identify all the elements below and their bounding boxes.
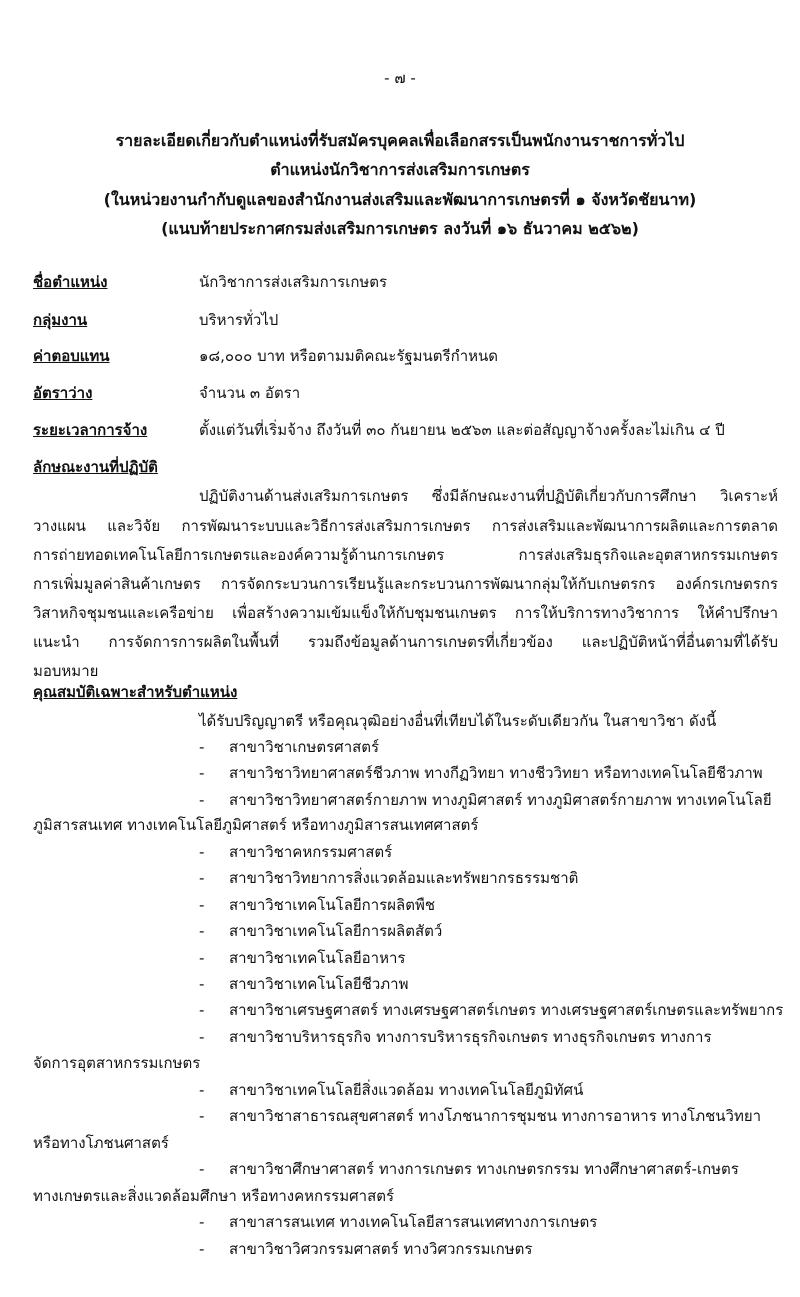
field-value-work-group: บริหารทั่วไป: [199, 311, 279, 329]
qualification-item: - สาขาวิชาเศรษฐศาสตร์ ทางเศรษฐศาสตร์เกษตร ทางเศรษฐศาสตร์เกษตรและทรัพยากร: [199, 1001, 784, 1019]
dash-marker: -: [199, 922, 205, 940]
duties-line: การถ่ายทอดเทคโนโลยีการเกษตรและองค์ความรู้ด้านการเกษตร การส่งเสริมธุรกิจและอุตสาหกรรมเกษตร: [33, 546, 778, 564]
field-value-vacancies: จำนวน ๓ อัตรา: [199, 384, 301, 402]
title-line-2: ตำแหน่งนักวิชาการส่งเสริมการเกษตร: [270, 160, 530, 179]
qualification-item-continuation: ทางเกษตรและสิ่งแวดล้อมศึกษา หรือทางคหกรรมศาสตร์: [33, 1187, 395, 1205]
qualification-item: - สาขาวิชาเทคโนโลยีสิ่งแวดล้อม ทางเทคโนโลยีภูมิทัศน์: [199, 1081, 584, 1099]
page-number: - ๗ -: [384, 69, 416, 87]
qualification-item: - สาขาวิชาวิศวกรรมศาสตร์ ทางวิศวกรรมเกษตร: [199, 1240, 533, 1258]
dash-marker: -: [199, 1028, 205, 1046]
qualifications-heading: คุณสมบัติเฉพาะสำหรับตำแหน่ง: [33, 683, 238, 701]
duties-line: วางแผน และวิจัย การพัฒนาระบบและวิธีการส่งเสริมการเกษตร การส่งเสริมและพัฒนาการผลิตและการตลาด: [33, 517, 778, 535]
dash-marker: -: [199, 1213, 205, 1231]
field-value-compensation: ๑๘,๐๐๐ บาท หรือตามมติคณะรัฐมนตรีกำหนด: [199, 347, 498, 365]
dash-marker: -: [199, 1240, 205, 1258]
field-label-work-group: กลุ่มงาน: [33, 311, 88, 329]
dash-marker: -: [199, 1081, 205, 1099]
qualifications-intro: ได้รับปริญญาตรี หรือคุณวุฒิอย่างอื่นที่เทียบได้ในระดับเดียวกัน ในสาขาวิชา ดังนี้: [199, 712, 717, 730]
duties-line: วิสาหกิจชุมชนและเครือข่าย เพื่อสร้างความเข้มแข็งให้กับชุมชนเกษตร การให้บริการทางวิชาการ ให้คำปรึกษา: [33, 604, 778, 622]
dash-marker: -: [199, 1107, 205, 1125]
field-label-employment-period: ระยะเวลาการจ้าง: [33, 421, 148, 439]
dash-marker: -: [199, 843, 205, 861]
qualification-item: - สาขาวิชาสาธารณสุขศาสตร์ ทางโภชนาการชุมชน ทางการอาหาร ทางโภชนวิทยา: [199, 1107, 762, 1125]
duties-line: การเพิ่มมูลค่าสินค้าเกษตร การจัดกระบวนการเรียนรู้และกระบวนการพัฒนากลุ่มให้กับเกษตรกร องค์กรเกษตรกร: [33, 575, 778, 593]
dash-marker: -: [199, 1001, 205, 1019]
qualification-item: - สาขาวิชาเทคโนโลยีการผลิตพืช: [199, 896, 436, 914]
qualification-item: - สาขาสารสนเทศ ทางเทคโนโลยีสารสนเทศทางการเกษตร: [199, 1213, 598, 1231]
title-line-3: (ในหน่วยงานกำกับดูแลของสำนักงานส่งเสริมและพัฒนาการเกษตรที่ ๑ จังหวัดชัยนาท): [103, 190, 697, 209]
qualification-item: - สาขาวิชาคหกรรมศาสตร์: [199, 843, 393, 861]
duties-heading: ลักษณะงานที่ปฏิบัติ: [33, 458, 158, 476]
dash-marker: -: [199, 738, 205, 756]
qualification-item: - สาขาวิชาเทคโนโลยีอาหาร: [199, 949, 406, 967]
dash-marker: -: [199, 764, 205, 782]
qualification-item: - สาขาวิชาบริหารธุรกิจ ทางการบริหารธุรกิจเกษตร ทางธุรกิจเกษตร ทางการ: [199, 1028, 712, 1046]
qualification-item: - สาขาวิชาเทคโนโลยีชีวภาพ: [199, 975, 409, 993]
dash-marker: -: [199, 975, 205, 993]
qualification-item: - สาขาวิชาวิทยาศาสตร์กายภาพ ทางภูมิศาสตร์ ทางภูมิศาสตร์กายภาพ ทางเทคโนโลยี: [199, 791, 772, 809]
qualification-item: - สาขาวิชาวิทยาการสิ่งแวดล้อมและทรัพยากรธรรมชาติ: [199, 869, 579, 887]
dash-marker: -: [199, 1160, 205, 1178]
qualification-item: - สาขาวิชาเทคโนโลยีการผลิตสัตว์: [199, 922, 443, 940]
qualification-item: - สาขาวิชาศึกษาศาสตร์ ทางการเกษตร ทางเกษตรกรรม ทางศึกษาศาสตร์-เกษตร: [199, 1160, 739, 1178]
field-label-position-name: ชื่อตำแหน่ง: [33, 273, 108, 291]
dash-marker: -: [199, 896, 205, 914]
dash-marker: -: [199, 869, 205, 887]
field-label-vacancies: อัตราว่าง: [33, 384, 93, 402]
qualification-item: - สาขาวิชาวิทยาศาสตร์ชีวภาพ ทางกีฏวิทยา ทางชีววิทยา หรือทางเทคโนโลยีชีวภาพ: [199, 764, 763, 782]
duties-line: มอบหมาย: [33, 662, 99, 680]
title-line-1: รายละเอียดเกี่ยวกับตำแหน่งที่รับสมัครบุคคลเพื่อเลือกสรรเป็นพนักงานราชการทั่วไป: [115, 131, 685, 150]
dash-marker: -: [199, 791, 205, 809]
qualification-item-continuation: หรือทางโภชนศาสตร์: [33, 1134, 169, 1152]
qualification-item: - สาขาวิชาเกษตรศาสตร์: [199, 738, 380, 756]
field-value-employment-period: ตั้งแต่วันที่เริ่มจ้าง ถึงวันที่ ๓๐ กันยายน ๒๕๖๓ และต่อสัญญาจ้างครั้งละไม่เกิน ๔ ปี: [199, 421, 725, 439]
field-value-position-name: นักวิชาการส่งเสริมการเกษตร: [199, 273, 388, 291]
dash-marker: -: [199, 949, 205, 967]
title-line-4: (แนบท้ายประกาศกรมส่งเสริมการเกษตร ลงวันที่ ๑๖ ธันวาคม ๒๕๖๒): [161, 219, 639, 238]
duties-line: ปฏิบัติงานด้านส่งเสริมการเกษตร ซึ่งมีลักษณะงานที่ปฏิบัติเกี่ยวกับการศึกษา วิเคราะห์: [199, 487, 778, 505]
qualification-item-continuation: ภูมิสารสนเทศ ทางเทคโนโลยีภูมิศาสตร์ หรือทางภูมิสารสนเทศศาสตร์: [33, 816, 479, 834]
qualification-item-continuation: จัดการอุตสาหกรรมเกษตร: [33, 1054, 201, 1072]
duties-line: แนะนำ การจัดการการผลิตในพื้นที่ รวมถึงข้อมูลด้านการเกษตรที่เกี่ยวข้อง และปฏิบัติหน้าที่อื่นตามที่ได้รับ: [33, 633, 778, 651]
field-label-compensation: ค่าตอบแทน: [33, 347, 110, 365]
